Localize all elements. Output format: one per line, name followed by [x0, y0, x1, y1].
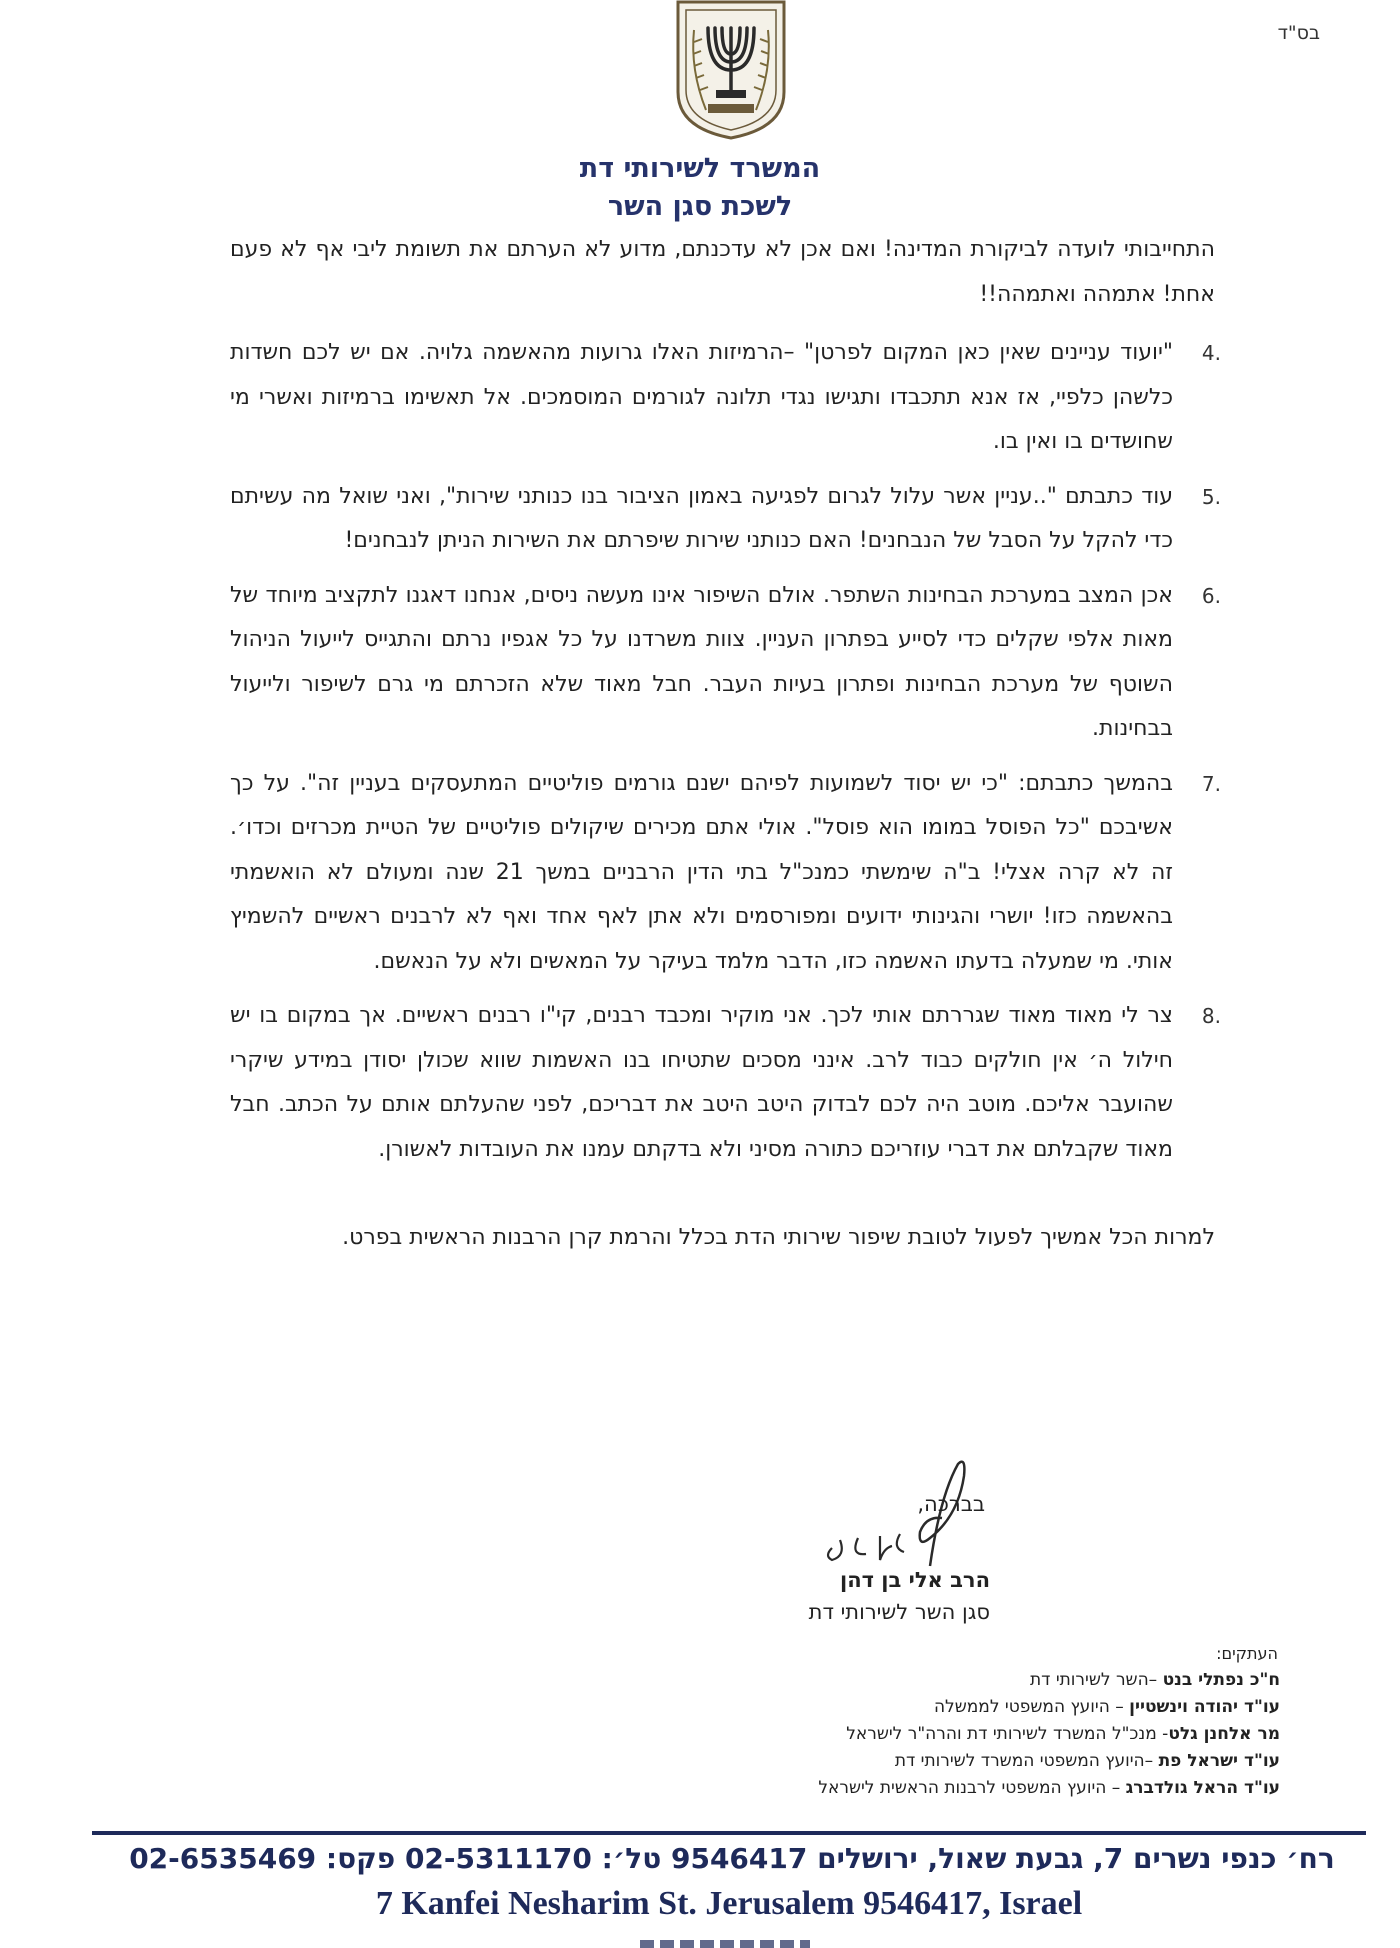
- cc-name: עו"ד ישראל פת: [1158, 1751, 1280, 1771]
- closing-paragraph: למרות הכל אמשיך לפעול לטובת שיפור שירותי הדת בכלל והרמת קרן הרבנות הראשית בפרט.: [342, 1225, 1215, 1250]
- point-number: 8.: [1201, 1004, 1221, 1028]
- list-item: [230, 331, 1221, 465]
- letterhead-title: [500, 150, 900, 226]
- point-text: עוד כתבתם "..עניין אשר עלול לגרום לפגיעה באמון הציבור בנו כנותני שירות", ואני שואל מה עשיתם כדי להקל על הסבל של הנבחנים! האם כנותני שירות שיפרתם את השירות הניתן לנבחנים!: [230, 483, 1173, 553]
- cc-name: ח"כ נפתלי בנט: [1162, 1670, 1280, 1690]
- cc-name: עו"ד יהודה וינשטיין: [1129, 1697, 1280, 1717]
- list-item: [560, 1667, 1280, 1694]
- ministry-name: המשרד לשירותי דת: [579, 153, 821, 184]
- points-list: [230, 331, 1221, 1172]
- point-text: אכן המצב במערכת הבחינות השתפר. אולם השיפור אינו מעשה ניסים, אנחנו דאגנו לתקציב מיוחד של מאות אלפי שקלים כדי לסייע בפתרון העניין. צוות משרדנו על כל אגפיו נרתם והתגייס לייעול הניהול השוטף של מערכת הבחינות ופתרון בעיות העבר. חבל מאוד שלא הזכרתם מי גרם לשיפור ולייעול בבחינות.: [230, 582, 1173, 741]
- point-text: בהמשך כתבתם: "כי יש יסוד לשמועות לפיהם ישנם גורמים פוליטיים המתעסקים בעניין זה". על כך אשיבכם "כל הפוסל במומו הוא פוסל". אולי אתם מכירים שיקולים פוליטיים של הטיית מכרזים וכדו׳. זה לא קרה אצלי! ב"ה שימשתי כמנכ"ל בתי הדין הרבניים במשך 21 שנה ומעולם לא הואשמתי בהאשמה כזו! יושרי והגינותי ידועים ומפורסמים ולא אתן לאף אחד ואף לא לרבנים ראשיים להשמיץ אותי. מי שמעלה בדעתו האשמה כזו, הדבר מלמד בעיקר על המאשים ולא על הנאשם.: [230, 770, 1173, 974]
- list-item: [560, 1748, 1280, 1775]
- cc-role: - מנכ"ל המשרד לשירותי דת והרה"ר לישראל: [846, 1724, 1169, 1744]
- cc-name: עו"ד הראל גולדברג: [1125, 1778, 1280, 1798]
- list-item: [230, 994, 1221, 1172]
- point-text: צר לי מאוד מאוד שגררתם אותי לכך. אני מוקיר ומכבד רבנים, קי"ו רבנים ראשיים. אך במקום בו יש חילול ה׳ אין חולקים כבוד לרב. אינני מסכים שתטיחו בנו האשמות שווא שכולן יסודן במידע שיקרי שהועבר אליכם. מוטב היה לכם לבדוק היטב היטב את דבריכם, לפני שהעלתם אותם על הכתב. חבל מאוד שקבלתם את דברי עוזריכם כתורה מסיני ולא בדקתם עמנו את העובדות לאשורן.: [230, 1003, 1173, 1162]
- list-item: [560, 1721, 1280, 1748]
- point-text: "יועוד עניינים שאין כאן המקום לפרטן" –הרמיזות האלו גרועות מהאשמה גלויה. אם יש לכם חשדות כלשהן כלפיי, אז אנא תתכבדו ותגישו נגדי תלונה לגורמים המוסמכים. אל תאשימו ברמיזות ואשרי מי שחושדים בו ואין בו.: [230, 340, 1173, 454]
- cc-name: מר אלחנן גלט: [1168, 1724, 1280, 1744]
- signer-name: הרב אלי בן דהן: [840, 1568, 990, 1592]
- list-item: [560, 1694, 1280, 1721]
- letter-body: [230, 228, 1221, 1283]
- bsd-mark: בס"ד: [1277, 22, 1320, 44]
- intro-paragraph: התחייבותי לועדה לביקורת המדינה! ואם אכן לא עדכנתם, מדוע לא הערתם את תשומת ליבי אף לא פעם אחת! אתמהה ואתמהה!!: [230, 237, 1215, 307]
- cc-role: –היועץ המשפטי המשרד לשירותי דת: [894, 1751, 1159, 1771]
- cc-role: – היועץ המשפטי לממשלה: [933, 1697, 1130, 1717]
- footer-cutoff-line: [640, 1934, 810, 1948]
- office-name: לשכת סגן השר: [607, 191, 793, 222]
- point-number: 5.: [1201, 484, 1221, 509]
- point-number: 7.: [1201, 771, 1221, 796]
- cc-title: העתקים:: [1216, 1644, 1278, 1663]
- cc-list: [560, 1640, 1280, 1802]
- footer-address-hebrew: רח׳ כנפי נשרים 7, גבעת שאול, ירושלים 9546417 טל׳: 02-5311170 פקס: 02-6535469: [129, 1842, 1335, 1875]
- footer-divider: [92, 1831, 1366, 1835]
- signer-role: סגן השר לשירותי דת: [808, 1600, 990, 1624]
- state-emblem-icon: [670, 0, 792, 140]
- cc-role: – היועץ המשפטי לרבנות הראשית לישראל: [818, 1778, 1126, 1798]
- cc-role: –השר לשירותי דת: [1029, 1670, 1163, 1690]
- handwritten-signature-icon: [780, 1456, 990, 1576]
- list-item: [230, 762, 1221, 985]
- list-item: [230, 574, 1221, 752]
- greeting: בברכה,: [917, 1492, 985, 1516]
- point-number: 6.: [1201, 583, 1221, 608]
- footer-address-english: 7 Kanfei Nesharim St. Jerusalem 9546417, Israel: [375, 1885, 1083, 1922]
- point-number: 4.: [1201, 341, 1221, 365]
- list-item: [560, 1775, 1280, 1802]
- list-item: [230, 475, 1221, 564]
